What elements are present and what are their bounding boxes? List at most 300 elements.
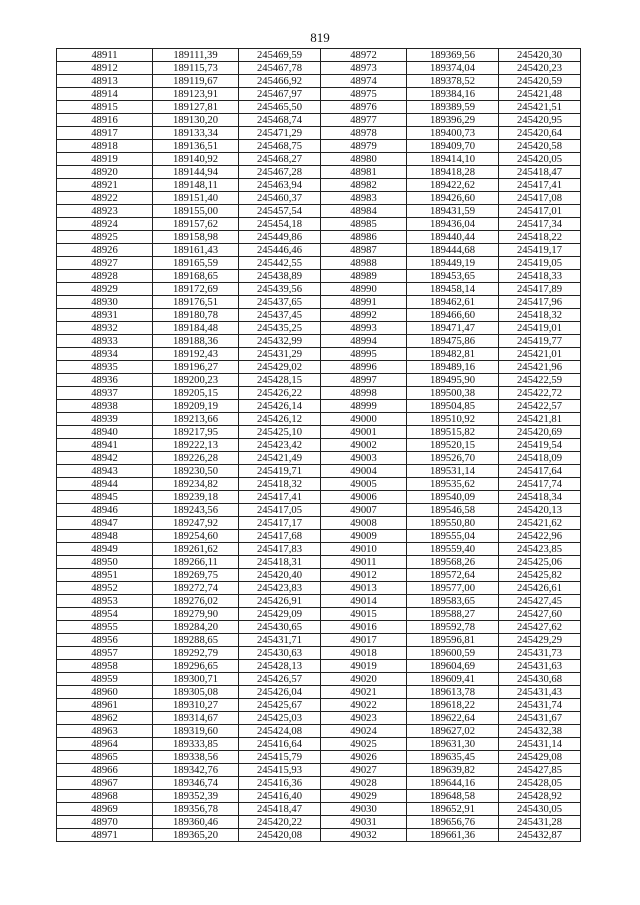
table-row: [57, 400, 581, 413]
x-coordinate-cell: 189418,28: [407, 166, 499, 179]
y-coordinate-cell: 245438,89: [239, 270, 321, 283]
y-coordinate-cell: 245426,61: [499, 582, 581, 595]
table-row: [57, 101, 581, 114]
point-number-cell: 48940: [57, 426, 153, 439]
y-coordinate-cell: 245425,06: [499, 556, 581, 569]
point-number-cell: 48950: [57, 556, 153, 569]
point-number-cell: 48967: [57, 777, 153, 790]
x-coordinate-cell: 189119,67: [153, 75, 239, 88]
y-coordinate-cell: 245428,15: [239, 374, 321, 387]
y-coordinate-cell: 245417,41: [239, 491, 321, 504]
y-coordinate-cell: 245421,48: [499, 88, 581, 101]
point-number-cell: 49028: [321, 777, 407, 790]
table-row: [57, 348, 581, 361]
y-coordinate-cell: 245417,41: [499, 179, 581, 192]
point-number-cell: 48912: [57, 62, 153, 75]
x-coordinate-cell: 189648,58: [407, 790, 499, 803]
y-coordinate-cell: 245419,71: [239, 465, 321, 478]
table-row: [57, 361, 581, 374]
x-coordinate-cell: 189550,80: [407, 517, 499, 530]
y-coordinate-cell: 245417,17: [239, 517, 321, 530]
table-row: [57, 803, 581, 816]
point-number-cell: 49003: [321, 452, 407, 465]
y-coordinate-cell: 245425,10: [239, 426, 321, 439]
x-coordinate-cell: 189269,75: [153, 569, 239, 582]
x-coordinate-cell: 189296,65: [153, 660, 239, 673]
table-row: [57, 387, 581, 400]
y-coordinate-cell: 245426,12: [239, 413, 321, 426]
x-coordinate-cell: 189535,62: [407, 478, 499, 491]
y-coordinate-cell: 245420,23: [499, 62, 581, 75]
table-row: [57, 75, 581, 88]
x-coordinate-cell: 189319,60: [153, 725, 239, 738]
x-coordinate-cell: 189254,60: [153, 530, 239, 543]
x-coordinate-cell: 189111,39: [153, 49, 239, 62]
x-coordinate-cell: 189239,18: [153, 491, 239, 504]
point-number-cell: 48926: [57, 244, 153, 257]
point-number-cell: 48942: [57, 452, 153, 465]
x-coordinate-cell: 189234,82: [153, 478, 239, 491]
y-coordinate-cell: 245429,08: [499, 751, 581, 764]
point-number-cell: 48998: [321, 387, 407, 400]
x-coordinate-cell: 189661,36: [407, 829, 499, 842]
point-number-cell: 48977: [321, 114, 407, 127]
x-coordinate-cell: 189462,61: [407, 296, 499, 309]
point-number-cell: 48995: [321, 348, 407, 361]
point-number-cell: 48937: [57, 387, 153, 400]
point-number-cell: 49022: [321, 699, 407, 712]
x-coordinate-cell: 189130,20: [153, 114, 239, 127]
x-coordinate-cell: 189639,82: [407, 764, 499, 777]
point-number-cell: 48962: [57, 712, 153, 725]
y-coordinate-cell: 245431,43: [499, 686, 581, 699]
point-number-cell: 49029: [321, 790, 407, 803]
y-coordinate-cell: 245417,74: [499, 478, 581, 491]
x-coordinate-cell: 189440,44: [407, 231, 499, 244]
point-number-cell: 48968: [57, 790, 153, 803]
point-number-cell: 48916: [57, 114, 153, 127]
point-number-cell: 49007: [321, 504, 407, 517]
y-coordinate-cell: 245463,94: [239, 179, 321, 192]
x-coordinate-cell: 189305,08: [153, 686, 239, 699]
x-coordinate-cell: 189471,47: [407, 322, 499, 335]
y-coordinate-cell: 245426,04: [239, 686, 321, 699]
y-coordinate-cell: 245427,60: [499, 608, 581, 621]
table-row: [57, 452, 581, 465]
table-row: [57, 699, 581, 712]
point-number-cell: 48951: [57, 569, 153, 582]
x-coordinate-cell: 189356,78: [153, 803, 239, 816]
x-coordinate-cell: 189279,90: [153, 608, 239, 621]
y-coordinate-cell: 245430,65: [239, 621, 321, 634]
table-row: [57, 62, 581, 75]
y-coordinate-cell: 245423,83: [239, 582, 321, 595]
y-coordinate-cell: 245426,91: [239, 595, 321, 608]
x-coordinate-cell: 189436,04: [407, 218, 499, 231]
y-coordinate-cell: 245418,09: [499, 452, 581, 465]
y-coordinate-cell: 245431,67: [499, 712, 581, 725]
y-coordinate-cell: 245422,96: [499, 530, 581, 543]
point-number-cell: 48959: [57, 673, 153, 686]
y-coordinate-cell: 245439,56: [239, 283, 321, 296]
point-number-cell: 49023: [321, 712, 407, 725]
point-number-cell: 48965: [57, 751, 153, 764]
y-coordinate-cell: 245419,54: [499, 439, 581, 452]
y-coordinate-cell: 245430,05: [499, 803, 581, 816]
table-row: [57, 751, 581, 764]
x-coordinate-cell: 189133,34: [153, 127, 239, 140]
point-number-cell: 48973: [321, 62, 407, 75]
table-row: [57, 166, 581, 179]
table-row: [57, 569, 581, 582]
x-coordinate-cell: 189546,58: [407, 504, 499, 517]
x-coordinate-cell: 189144,94: [153, 166, 239, 179]
point-number-cell: 48960: [57, 686, 153, 699]
point-number-cell: 48966: [57, 764, 153, 777]
y-coordinate-cell: 245465,50: [239, 101, 321, 114]
y-coordinate-cell: 245431,28: [499, 816, 581, 829]
x-coordinate-cell: 189205,15: [153, 387, 239, 400]
point-number-cell: 49026: [321, 751, 407, 764]
y-coordinate-cell: 245415,79: [239, 751, 321, 764]
table-row: [57, 777, 581, 790]
table-row: [57, 465, 581, 478]
point-number-cell: 48928: [57, 270, 153, 283]
x-coordinate-cell: 189209,19: [153, 400, 239, 413]
table-row: [57, 192, 581, 205]
x-coordinate-cell: 189568,26: [407, 556, 499, 569]
point-number-cell: 48972: [321, 49, 407, 62]
y-coordinate-cell: 245468,27: [239, 153, 321, 166]
y-coordinate-cell: 245421,01: [499, 348, 581, 361]
x-coordinate-cell: 189431,59: [407, 205, 499, 218]
point-number-cell: 48979: [321, 140, 407, 153]
y-coordinate-cell: 245423,42: [239, 439, 321, 452]
y-coordinate-cell: 245426,57: [239, 673, 321, 686]
y-coordinate-cell: 245428,92: [499, 790, 581, 803]
point-number-cell: 48978: [321, 127, 407, 140]
y-coordinate-cell: 245420,08: [239, 829, 321, 842]
y-coordinate-cell: 245431,73: [499, 647, 581, 660]
x-coordinate-cell: 189272,74: [153, 582, 239, 595]
x-coordinate-cell: 189115,73: [153, 62, 239, 75]
x-coordinate-cell: 189123,91: [153, 88, 239, 101]
x-coordinate-cell: 189572,64: [407, 569, 499, 582]
y-coordinate-cell: 245442,55: [239, 257, 321, 270]
x-coordinate-cell: 189151,40: [153, 192, 239, 205]
y-coordinate-cell: 245417,05: [239, 504, 321, 517]
point-number-cell: 48970: [57, 816, 153, 829]
y-coordinate-cell: 245420,59: [499, 75, 581, 88]
x-coordinate-cell: 189284,20: [153, 621, 239, 634]
y-coordinate-cell: 245421,96: [499, 361, 581, 374]
x-coordinate-cell: 189458,14: [407, 283, 499, 296]
x-coordinate-cell: 189333,85: [153, 738, 239, 751]
y-coordinate-cell: 245467,78: [239, 62, 321, 75]
page-number: 819: [310, 30, 330, 45]
y-coordinate-cell: 245431,14: [499, 738, 581, 751]
table-row: [57, 660, 581, 673]
x-coordinate-cell: 189172,69: [153, 283, 239, 296]
point-number-cell: 48992: [321, 309, 407, 322]
point-number-cell: 48958: [57, 660, 153, 673]
x-coordinate-cell: 189652,91: [407, 803, 499, 816]
point-number-cell: 48929: [57, 283, 153, 296]
y-coordinate-cell: 245418,32: [239, 478, 321, 491]
y-coordinate-cell: 245420,30: [499, 49, 581, 62]
x-coordinate-cell: 189515,82: [407, 426, 499, 439]
y-coordinate-cell: 245471,29: [239, 127, 321, 140]
table-row: [57, 218, 581, 231]
x-coordinate-cell: 189226,28: [153, 452, 239, 465]
table-row: [57, 556, 581, 569]
x-coordinate-cell: 189531,14: [407, 465, 499, 478]
point-number-cell: 48927: [57, 257, 153, 270]
x-coordinate-cell: 189158,98: [153, 231, 239, 244]
y-coordinate-cell: 245417,89: [499, 283, 581, 296]
point-number-cell: 48988: [321, 257, 407, 270]
y-coordinate-cell: 245423,85: [499, 543, 581, 556]
point-number-cell: 48946: [57, 504, 153, 517]
x-coordinate-cell: 189384,16: [407, 88, 499, 101]
point-number-cell: 48923: [57, 205, 153, 218]
x-coordinate-cell: 189592,78: [407, 621, 499, 634]
point-number-cell: 48952: [57, 582, 153, 595]
y-coordinate-cell: 245420,13: [499, 504, 581, 517]
point-number-cell: 48936: [57, 374, 153, 387]
table-row: [57, 140, 581, 153]
point-number-cell: 48956: [57, 634, 153, 647]
point-number-cell: 48939: [57, 413, 153, 426]
y-coordinate-cell: 245426,22: [239, 387, 321, 400]
table-row: [57, 374, 581, 387]
y-coordinate-cell: 245425,67: [239, 699, 321, 712]
x-coordinate-cell: 189266,11: [153, 556, 239, 569]
x-coordinate-cell: 189489,16: [407, 361, 499, 374]
x-coordinate-cell: 189222,13: [153, 439, 239, 452]
x-coordinate-cell: 189157,62: [153, 218, 239, 231]
table-row: [57, 231, 581, 244]
y-coordinate-cell: 245420,22: [239, 816, 321, 829]
point-number-cell: 49021: [321, 686, 407, 699]
point-number-cell: 49005: [321, 478, 407, 491]
x-coordinate-cell: 189426,60: [407, 192, 499, 205]
table-row: [57, 582, 581, 595]
table-row: [57, 712, 581, 725]
x-coordinate-cell: 189644,16: [407, 777, 499, 790]
x-coordinate-cell: 189526,70: [407, 452, 499, 465]
y-coordinate-cell: 245420,58: [499, 140, 581, 153]
y-coordinate-cell: 245428,13: [239, 660, 321, 673]
table-row: [57, 673, 581, 686]
y-coordinate-cell: 245468,74: [239, 114, 321, 127]
y-coordinate-cell: 245432,99: [239, 335, 321, 348]
x-coordinate-cell: 189360,46: [153, 816, 239, 829]
x-coordinate-cell: 189247,92: [153, 517, 239, 530]
y-coordinate-cell: 245426,14: [239, 400, 321, 413]
y-coordinate-cell: 245420,95: [499, 114, 581, 127]
table-row: [57, 205, 581, 218]
point-number-cell: 49018: [321, 647, 407, 660]
point-number-cell: 48934: [57, 348, 153, 361]
table-row: [57, 790, 581, 803]
point-number-cell: 49020: [321, 673, 407, 686]
table-row: [57, 725, 581, 738]
point-number-cell: 49012: [321, 569, 407, 582]
table-row: [57, 517, 581, 530]
y-coordinate-cell: 245421,62: [499, 517, 581, 530]
table-row: [57, 634, 581, 647]
table-row: [57, 257, 581, 270]
point-number-cell: 48918: [57, 140, 153, 153]
y-coordinate-cell: 245429,02: [239, 361, 321, 374]
x-coordinate-cell: 189261,62: [153, 543, 239, 556]
point-number-cell: 48961: [57, 699, 153, 712]
point-number-cell: 48944: [57, 478, 153, 491]
y-coordinate-cell: 245417,01: [499, 205, 581, 218]
x-coordinate-cell: 189374,04: [407, 62, 499, 75]
point-number-cell: 48980: [321, 153, 407, 166]
y-coordinate-cell: 245421,51: [499, 101, 581, 114]
x-coordinate-cell: 189180,78: [153, 309, 239, 322]
x-coordinate-cell: 189656,76: [407, 816, 499, 829]
x-coordinate-cell: 189600,59: [407, 647, 499, 660]
point-number-cell: 48953: [57, 595, 153, 608]
table-row: [57, 621, 581, 634]
point-number-cell: 48974: [321, 75, 407, 88]
x-coordinate-cell: 189495,90: [407, 374, 499, 387]
y-coordinate-cell: 245431,74: [499, 699, 581, 712]
point-number-cell: 48919: [57, 153, 153, 166]
x-coordinate-cell: 189200,23: [153, 374, 239, 387]
x-coordinate-cell: 189555,04: [407, 530, 499, 543]
point-number-cell: 48925: [57, 231, 153, 244]
y-coordinate-cell: 245417,34: [499, 218, 581, 231]
x-coordinate-cell: 189288,65: [153, 634, 239, 647]
x-coordinate-cell: 189148,11: [153, 179, 239, 192]
y-coordinate-cell: 245428,05: [499, 777, 581, 790]
x-coordinate-cell: 189540,09: [407, 491, 499, 504]
y-coordinate-cell: 245431,29: [239, 348, 321, 361]
point-number-cell: 48982: [321, 179, 407, 192]
y-coordinate-cell: 245421,49: [239, 452, 321, 465]
point-number-cell: 48921: [57, 179, 153, 192]
y-coordinate-cell: 245418,47: [239, 803, 321, 816]
point-number-cell: 48955: [57, 621, 153, 634]
point-number-cell: 48994: [321, 335, 407, 348]
table-row: [57, 322, 581, 335]
x-coordinate-cell: 189609,41: [407, 673, 499, 686]
table-row: [57, 114, 581, 127]
point-number-cell: 48948: [57, 530, 153, 543]
x-coordinate-cell: 189422,62: [407, 179, 499, 192]
point-number-cell: 48996: [321, 361, 407, 374]
x-coordinate-cell: 189559,40: [407, 543, 499, 556]
y-coordinate-cell: 245415,93: [239, 764, 321, 777]
table-row: [57, 530, 581, 543]
point-number-cell: 48930: [57, 296, 153, 309]
x-coordinate-cell: 189622,64: [407, 712, 499, 725]
table-row: [57, 296, 581, 309]
y-coordinate-cell: 245416,36: [239, 777, 321, 790]
y-coordinate-cell: 245427,62: [499, 621, 581, 634]
y-coordinate-cell: 245466,92: [239, 75, 321, 88]
x-coordinate-cell: 189482,81: [407, 348, 499, 361]
point-number-cell: 49010: [321, 543, 407, 556]
x-coordinate-cell: 189140,92: [153, 153, 239, 166]
point-number-cell: 48922: [57, 192, 153, 205]
y-coordinate-cell: 245418,22: [499, 231, 581, 244]
y-coordinate-cell: 245429,29: [499, 634, 581, 647]
y-coordinate-cell: 245432,38: [499, 725, 581, 738]
table-row: [57, 309, 581, 322]
point-number-cell: 48993: [321, 322, 407, 335]
y-coordinate-cell: 245416,64: [239, 738, 321, 751]
x-coordinate-cell: 189577,00: [407, 582, 499, 595]
y-coordinate-cell: 245425,03: [239, 712, 321, 725]
x-coordinate-cell: 189613,78: [407, 686, 499, 699]
x-coordinate-cell: 189618,22: [407, 699, 499, 712]
point-number-cell: 48983: [321, 192, 407, 205]
x-coordinate-cell: 189504,85: [407, 400, 499, 413]
point-number-cell: 48924: [57, 218, 153, 231]
x-coordinate-cell: 189396,29: [407, 114, 499, 127]
x-coordinate-cell: 189161,43: [153, 244, 239, 257]
x-coordinate-cell: 189314,67: [153, 712, 239, 725]
y-coordinate-cell: 245419,17: [499, 244, 581, 257]
x-coordinate-cell: 189342,76: [153, 764, 239, 777]
x-coordinate-cell: 189176,51: [153, 296, 239, 309]
x-coordinate-cell: 189230,50: [153, 465, 239, 478]
x-coordinate-cell: 189217,95: [153, 426, 239, 439]
y-coordinate-cell: 245427,45: [499, 595, 581, 608]
y-coordinate-cell: 245430,63: [239, 647, 321, 660]
x-coordinate-cell: 189627,02: [407, 725, 499, 738]
x-coordinate-cell: 189136,51: [153, 140, 239, 153]
table-row: [57, 439, 581, 452]
x-coordinate-cell: 189583,65: [407, 595, 499, 608]
point-number-cell: 48986: [321, 231, 407, 244]
y-coordinate-cell: 245417,83: [239, 543, 321, 556]
point-number-cell: 48991: [321, 296, 407, 309]
y-coordinate-cell: 245417,96: [499, 296, 581, 309]
table-row: [57, 595, 581, 608]
y-coordinate-cell: 245467,28: [239, 166, 321, 179]
point-number-cell: 49016: [321, 621, 407, 634]
point-number-cell: 48949: [57, 543, 153, 556]
y-coordinate-cell: 245417,68: [239, 530, 321, 543]
y-coordinate-cell: 245421,81: [499, 413, 581, 426]
y-coordinate-cell: 245429,09: [239, 608, 321, 621]
table-row: [57, 686, 581, 699]
point-number-cell: 49027: [321, 764, 407, 777]
x-coordinate-cell: 189500,38: [407, 387, 499, 400]
x-coordinate-cell: 189192,43: [153, 348, 239, 361]
x-coordinate-cell: 189196,27: [153, 361, 239, 374]
point-number-cell: 48957: [57, 647, 153, 660]
x-coordinate-cell: 189409,70: [407, 140, 499, 153]
x-coordinate-cell: 189414,10: [407, 153, 499, 166]
x-coordinate-cell: 189168,65: [153, 270, 239, 283]
y-coordinate-cell: 245419,77: [499, 335, 581, 348]
x-coordinate-cell: 189510,92: [407, 413, 499, 426]
y-coordinate-cell: 245425,82: [499, 569, 581, 582]
y-coordinate-cell: 245420,69: [499, 426, 581, 439]
x-coordinate-cell: 189466,60: [407, 309, 499, 322]
table-row: [57, 504, 581, 517]
point-number-cell: 49024: [321, 725, 407, 738]
table-row: [57, 244, 581, 257]
